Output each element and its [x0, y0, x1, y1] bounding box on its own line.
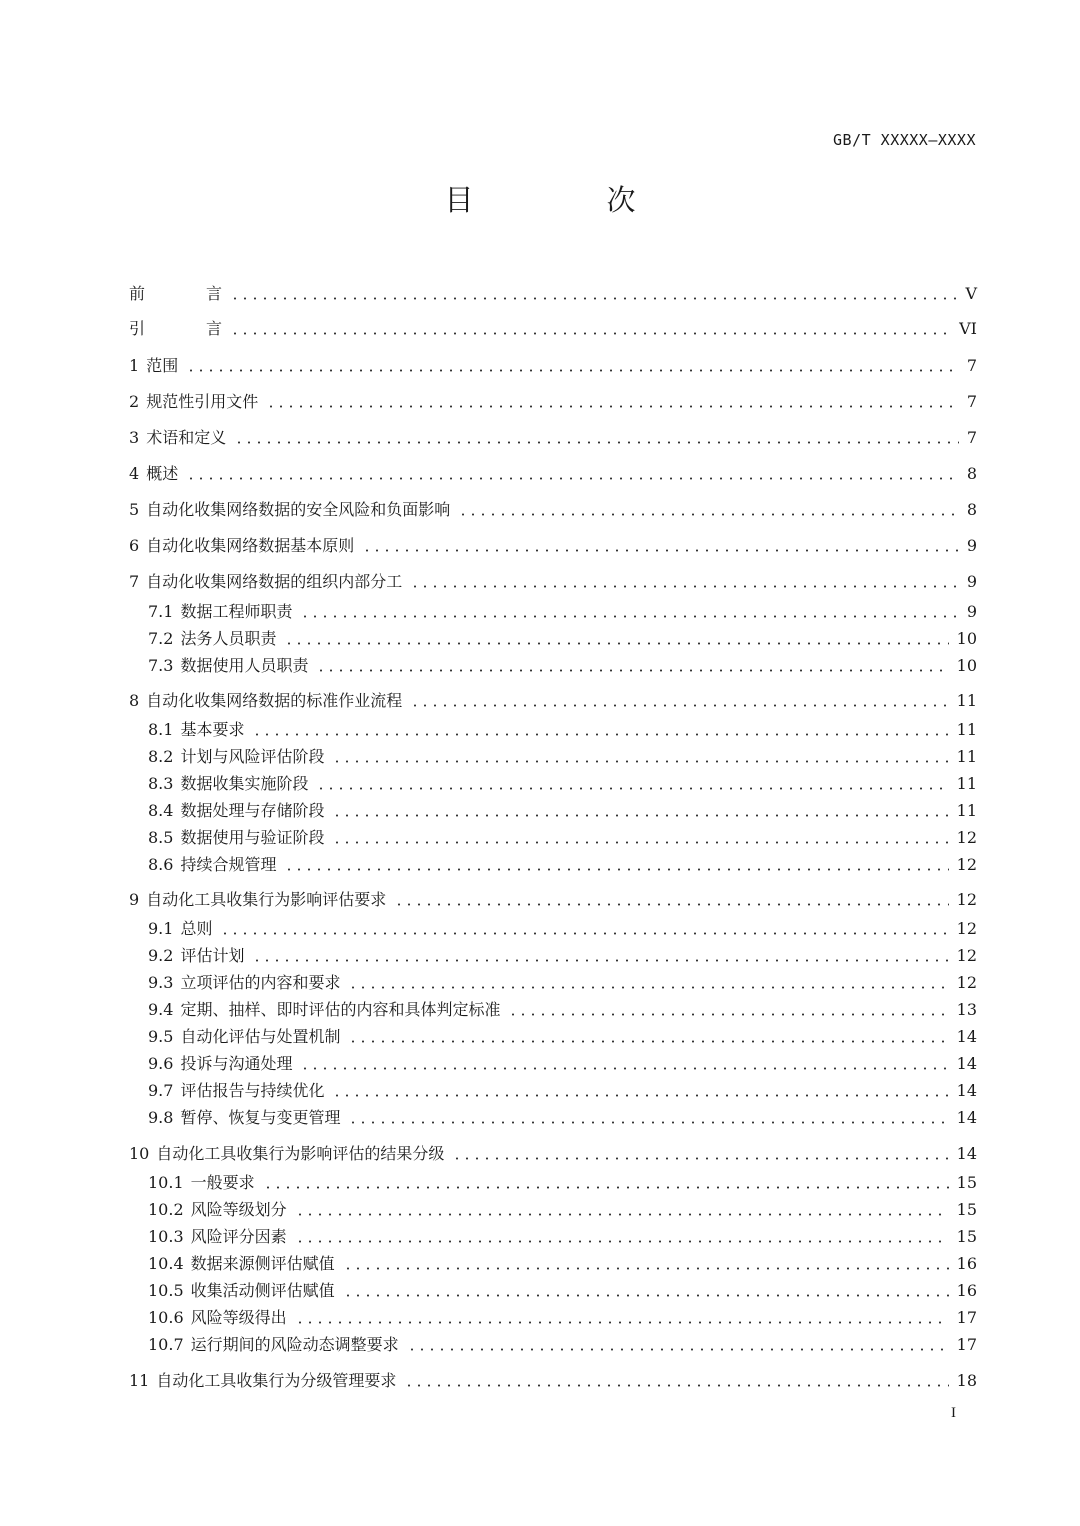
toc-entry-number: 10 — [129, 1144, 150, 1163]
toc-entry-page: 14 — [956, 1144, 977, 1163]
toc-entry-label: 言 — [206, 319, 223, 338]
toc-entry[interactable] — [148, 1104, 977, 1128]
toc-entry-number: 8.5 — [148, 828, 174, 847]
toc-entry-number: 8.1 — [148, 720, 174, 739]
toc-entry-page: 16 — [956, 1281, 977, 1300]
toc-entry-label: 投诉与沟通处理 — [180, 1054, 293, 1073]
toc-entry[interactable] — [148, 969, 977, 993]
toc-entry-label: 数据处理与存储阶段 — [180, 801, 325, 820]
dot-leader — [295, 1321, 949, 1324]
toc-entry-label: 一般要求 — [190, 1173, 255, 1192]
toc-entry-label: 数据使用人员职责 — [180, 656, 309, 675]
toc-entry-label: 计划与风险评估阶段 — [180, 747, 325, 766]
toc-entry-number: 10.5 — [148, 1281, 184, 1300]
toc-entry-number: 3 — [129, 428, 140, 447]
toc-entry-page: V — [965, 284, 977, 303]
toc-entry-number: 9.2 — [148, 946, 174, 965]
toc-entry-label: 基本要求 — [180, 720, 245, 739]
dot-leader — [186, 477, 959, 480]
dot-leader — [394, 903, 948, 906]
toc-entry[interactable] — [129, 886, 977, 910]
dot-leader — [348, 986, 948, 989]
toc-entry-label: 范围 — [146, 356, 179, 375]
dot-leader — [332, 814, 948, 817]
toc-entry-label: 风险评分因素 — [190, 1227, 287, 1246]
toc-entry[interactable] — [148, 1077, 977, 1101]
toc-entry[interactable] — [129, 1140, 977, 1164]
dot-leader — [332, 841, 948, 844]
toc-entry-number: 4 — [129, 464, 140, 483]
toc-entry-number: 10.6 — [148, 1308, 184, 1327]
toc-entry-page: 8 — [966, 500, 977, 519]
dot-leader — [316, 669, 948, 672]
toc-entry-number: 8.4 — [148, 801, 174, 820]
toc-entry-label: 总则 — [180, 919, 213, 938]
toc-entry-number: 10.1 — [148, 1173, 184, 1192]
dot-leader — [332, 760, 948, 763]
toc-entry-page: 8 — [966, 464, 977, 483]
toc-entry-label: 评估计划 — [180, 946, 245, 965]
toc-entry-page: 11 — [956, 801, 977, 820]
toc-entry-page: 9 — [966, 572, 977, 591]
toc-entry-number: 9.8 — [148, 1108, 174, 1127]
toc-entry-number: 7.2 — [148, 629, 174, 648]
toc-entry-label: 持续合规管理 — [180, 855, 277, 874]
toc-entry[interactable] — [148, 1304, 977, 1328]
toc-entry-page: 12 — [956, 973, 977, 992]
dot-leader — [263, 1186, 949, 1189]
toc-entry-number: 前 — [129, 284, 146, 303]
toc-entry-number: 6 — [129, 536, 140, 555]
toc-entry-label: 运行期间的风险动态调整要求 — [190, 1335, 399, 1354]
page-number: I — [951, 1405, 956, 1421]
toc-entry[interactable] — [148, 1331, 977, 1355]
toc-entry-number: 9.3 — [148, 973, 174, 992]
toc-entry-label: 数据工程师职责 — [180, 602, 293, 621]
toc-entry-page: 7 — [966, 428, 977, 447]
toc-entry-label: 自动化收集网络数据的组织内部分工 — [146, 572, 403, 591]
dot-leader — [252, 959, 948, 962]
toc-entry-page: 14 — [956, 1027, 977, 1046]
dot-leader — [234, 441, 959, 444]
toc-entry-number: 1 — [129, 356, 140, 375]
toc-entry[interactable] — [129, 568, 977, 592]
toc-entry[interactable] — [129, 352, 977, 376]
toc-entry-number: 7 — [129, 572, 140, 591]
toc-entry-number: 引 — [129, 319, 146, 338]
toc-entry-number: 8 — [129, 691, 140, 710]
dot-leader — [230, 332, 951, 335]
toc-entry-page: 12 — [956, 946, 977, 965]
dot-leader — [452, 1157, 948, 1160]
toc-entry-page: 15 — [956, 1200, 977, 1219]
dot-leader — [316, 787, 948, 790]
toc-entry-label: 暂停、恢复与变更管理 — [180, 1108, 341, 1127]
toc-entry-number: 9.6 — [148, 1054, 174, 1073]
toc-entry-label: 自动化收集网络数据基本原则 — [146, 536, 355, 555]
dot-leader — [266, 405, 959, 408]
toc-entry[interactable] — [129, 687, 977, 711]
toc-entry[interactable] — [148, 1023, 977, 1047]
toc-entry[interactable] — [148, 652, 977, 676]
dot-leader — [458, 513, 959, 516]
dot-leader — [284, 642, 948, 645]
dot-leader — [362, 549, 959, 552]
toc-entry-label: 自动化收集网络数据的安全风险和负面影响 — [146, 500, 451, 519]
toc-entry[interactable] — [148, 851, 977, 875]
dot-leader — [230, 297, 957, 300]
toc-entry[interactable] — [148, 797, 977, 821]
toc-entry-label: 自动化工具收集行为影响评估要求 — [146, 890, 387, 909]
dot-leader — [300, 1067, 948, 1070]
toc-entry-label: 规范性引用文件 — [146, 392, 259, 411]
dot-leader — [404, 1384, 948, 1387]
dot-leader — [410, 704, 948, 707]
toc-entry[interactable] — [148, 996, 977, 1020]
toc-entry-number: 7.3 — [148, 656, 174, 675]
dot-leader — [220, 932, 948, 935]
dot-leader — [343, 1267, 949, 1270]
toc-entry-page: 14 — [956, 1108, 977, 1127]
dot-leader — [348, 1121, 948, 1124]
dot-leader — [332, 1094, 948, 1097]
toc-entry-page: 10 — [956, 629, 977, 648]
toc-entry[interactable] — [148, 942, 977, 966]
toc-entry-number: 5 — [129, 500, 140, 519]
toc-entry-page: 9 — [966, 536, 977, 555]
toc-entry-number: 9 — [129, 890, 140, 909]
toc-entry[interactable] — [129, 460, 977, 484]
toc-entry-number: 8.6 — [148, 855, 174, 874]
toc-entry-label: 概述 — [146, 464, 179, 483]
toc-entry[interactable] — [148, 625, 977, 649]
toc-entry-label: 术语和定义 — [146, 428, 227, 447]
toc-entry[interactable] — [129, 496, 977, 520]
toc-entry[interactable] — [129, 1367, 977, 1391]
dot-leader — [508, 1013, 948, 1016]
toc-entry-label: 言 — [206, 284, 223, 303]
toc-entry-page: 10 — [956, 656, 977, 675]
dot-leader — [348, 1040, 948, 1043]
toc-entry-page: 15 — [956, 1227, 977, 1246]
toc-entry[interactable] — [148, 716, 977, 740]
toc-entry[interactable] — [148, 824, 977, 848]
toc-entry[interactable] — [129, 532, 977, 556]
toc-entry-page: 12 — [956, 919, 977, 938]
toc-entry[interactable] — [148, 598, 977, 622]
toc-entry-label: 自动化工具收集行为影响评估的结果分级 — [156, 1144, 445, 1163]
toc-entry-number: 8.2 — [148, 747, 174, 766]
toc-entry-page: 18 — [956, 1371, 977, 1390]
toc-entry-page: 13 — [956, 1000, 977, 1019]
toc-entry-label: 风险等级划分 — [190, 1200, 287, 1219]
toc-entry-label: 自动化收集网络数据的标准作业流程 — [146, 691, 403, 710]
dot-leader — [186, 369, 959, 372]
toc-entry-label: 法务人员职责 — [180, 629, 277, 648]
toc-entry[interactable] — [129, 424, 977, 448]
toc-entry[interactable] — [148, 770, 977, 794]
toc-entry[interactable] — [148, 1169, 977, 1193]
toc-entry-label: 数据使用与验证阶段 — [180, 828, 325, 847]
toc-entry-page: 17 — [956, 1308, 977, 1327]
toc-entry-label: 收集活动侧评估赋值 — [190, 1281, 335, 1300]
toc-entry-page: 7 — [966, 356, 977, 375]
page-title: 目 次 — [444, 183, 688, 217]
toc-entry-page: 11 — [956, 720, 977, 739]
dot-leader — [407, 1348, 949, 1351]
toc-entry-number: 10.3 — [148, 1227, 184, 1246]
toc-entry-number: 9.7 — [148, 1081, 174, 1100]
toc-entry-number: 9.5 — [148, 1027, 174, 1046]
toc-entry-page: 11 — [956, 747, 977, 766]
toc-entry-number: 8.3 — [148, 774, 174, 793]
toc-entry-page: 17 — [956, 1335, 977, 1354]
standard-code: GB/T XXXXX—XXXX — [833, 131, 976, 149]
toc-entry[interactable] — [148, 743, 977, 767]
toc-entry[interactable] — [148, 915, 977, 939]
toc-entry-page: 16 — [956, 1254, 977, 1273]
toc-entry-number: 9.4 — [148, 1000, 174, 1019]
dot-leader — [252, 733, 948, 736]
toc-entry-page: 9 — [966, 602, 977, 621]
toc-entry-label: 评估报告与持续优化 — [180, 1081, 325, 1100]
toc-entry-page: 11 — [956, 774, 977, 793]
toc-entry-page: 14 — [956, 1054, 977, 1073]
toc-entry-label: 立项评估的内容和要求 — [180, 973, 341, 992]
toc-entry-number: 10.4 — [148, 1254, 184, 1273]
toc-entry-label: 定期、抽样、即时评估的内容和具体判定标准 — [180, 1000, 501, 1019]
toc-entry-page: 12 — [956, 855, 977, 874]
toc-entry-page: VI — [959, 319, 977, 338]
toc-entry-label: 风险等级得出 — [190, 1308, 287, 1327]
toc-entry-number: 10.2 — [148, 1200, 184, 1219]
dot-leader — [410, 585, 959, 588]
toc-entry[interactable] — [148, 1050, 977, 1074]
toc-entry[interactable] — [148, 1277, 977, 1301]
toc-entry-number: 2 — [129, 392, 140, 411]
toc-entry[interactable] — [129, 388, 977, 412]
toc-entry[interactable] — [148, 1223, 977, 1247]
dot-leader — [295, 1213, 949, 1216]
toc-entry-label: 数据收集实施阶段 — [180, 774, 309, 793]
toc-entry-page: 11 — [956, 691, 977, 710]
toc-entry-label: 自动化评估与处置机制 — [180, 1027, 341, 1046]
toc-entry[interactable] — [148, 1196, 977, 1220]
toc-entry-label: 数据来源侧评估赋值 — [190, 1254, 335, 1273]
toc-entry-number: 10.7 — [148, 1335, 184, 1354]
dot-leader — [295, 1240, 949, 1243]
toc-entry-page: 12 — [956, 828, 977, 847]
toc-entry-label: 自动化工具收集行为分级管理要求 — [156, 1371, 397, 1390]
dot-leader — [343, 1294, 949, 1297]
dot-leader — [284, 868, 948, 871]
toc-entry-page: 12 — [956, 890, 977, 909]
toc-entry-number: 9.1 — [148, 919, 174, 938]
toc-entry-number: 11 — [129, 1371, 150, 1390]
toc-entry[interactable] — [148, 1250, 977, 1274]
toc-entry[interactable] — [129, 315, 977, 339]
toc-entry-page: 14 — [956, 1081, 977, 1100]
toc-entry-page: 7 — [966, 392, 977, 411]
toc-entry[interactable] — [129, 280, 977, 304]
toc-entry-number: 7.1 — [148, 602, 174, 621]
toc-entry-page: 15 — [956, 1173, 977, 1192]
dot-leader — [300, 615, 958, 618]
